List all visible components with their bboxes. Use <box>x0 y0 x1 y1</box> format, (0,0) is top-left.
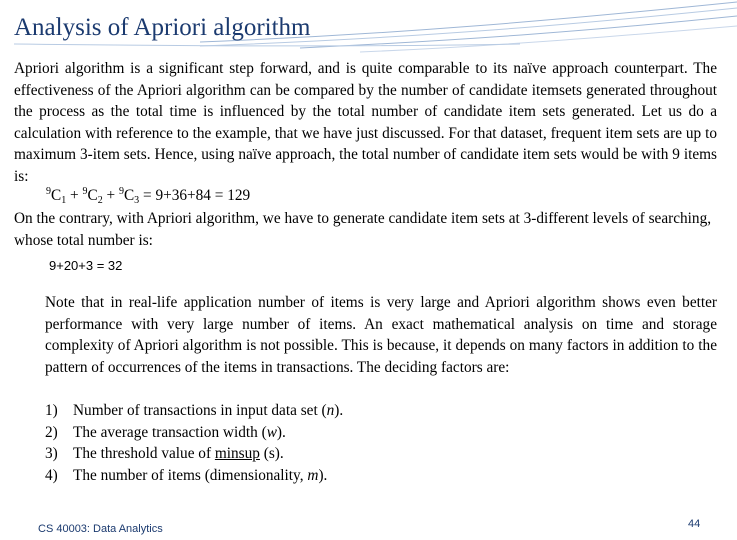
list-item <box>45 400 343 422</box>
formula-c-2: C <box>87 187 98 204</box>
factor-variable: m <box>307 466 319 484</box>
note-paragraph: Note that in real-life application number of items is very large and Apriori algorithm shows even better performance with very large number of items. An exact mathematical analysis on time and storage complexity of Apriori algorithm is not possible. This is because, it depends on many factors in addition to the pattern of occurrences of the items in transactions. The deciding factors are: <box>45 294 717 376</box>
apriori-sum: 9+20+3 = 32 <box>49 258 123 273</box>
formula-n-2: 9 <box>82 186 88 197</box>
intro-paragraph: Apriori algorithm is a significant step forward, and is quite comparable to its naïve approach counterpart. The effectiveness of the Apriori algorithm can be compared by the number of candidate itemsets generated throughout the process as the total time is influenced by the total number of candidate item sets generated. Let us do a calculation with reference to the example, that we have just discussed. For that dataset, frequent item sets are up to maximum 3-item sets. Hence, using naïve approach, the total number of candidate item sets would be with 9 items is: <box>14 60 717 185</box>
factor-text-end: ). <box>334 402 344 419</box>
factor-text-end: (s). <box>259 445 284 463</box>
apriori-paragraph: On the contrary, with Apriori algorithm, we have to generate candidate item sets at 3-different levels of searching, whose total number is: <box>14 210 712 249</box>
list-number: 3) <box>45 445 58 463</box>
list-number: 1) <box>45 402 58 419</box>
factor-text: Number of transactions in input data set ( <box>73 402 327 419</box>
list-number: 2) <box>45 423 58 441</box>
naive-count-formula <box>46 186 250 206</box>
formula-c-1: C <box>51 187 62 204</box>
course-footer: CS 40003: Data Analytics <box>38 523 163 535</box>
factor-text-end: ). <box>276 423 286 441</box>
formula-n-1: 9 <box>46 186 51 197</box>
factor-variable: n <box>326 402 335 419</box>
formula-k-3: 3 <box>134 195 140 206</box>
formula-plus-2: + <box>102 187 119 204</box>
page-number: 44 <box>688 518 701 530</box>
factor-variable: w <box>266 423 277 441</box>
formula-k-2: 2 <box>97 195 103 206</box>
deciding-factors-list <box>45 400 343 486</box>
formula-n-3: 9 <box>118 186 124 197</box>
list-number: 4) <box>45 466 58 484</box>
list-item <box>45 465 343 487</box>
formula-plus-1: + <box>66 187 83 204</box>
factor-underlined-term: minsup <box>214 445 260 463</box>
slide-title: Analysis of Apriori algorithm <box>14 14 311 41</box>
factor-text: The threshold value of <box>73 445 215 463</box>
factor-text: The number of items (dimensionality, <box>73 466 308 484</box>
formula-c-3: C <box>123 187 135 204</box>
factor-text-end: ). <box>318 466 328 484</box>
list-item <box>45 443 343 465</box>
formula-k-1: 1 <box>61 195 67 206</box>
formula-result: = 9+36+84 = 129 <box>139 187 251 204</box>
factor-text: The average transaction width ( <box>73 423 267 441</box>
list-item <box>45 422 343 444</box>
